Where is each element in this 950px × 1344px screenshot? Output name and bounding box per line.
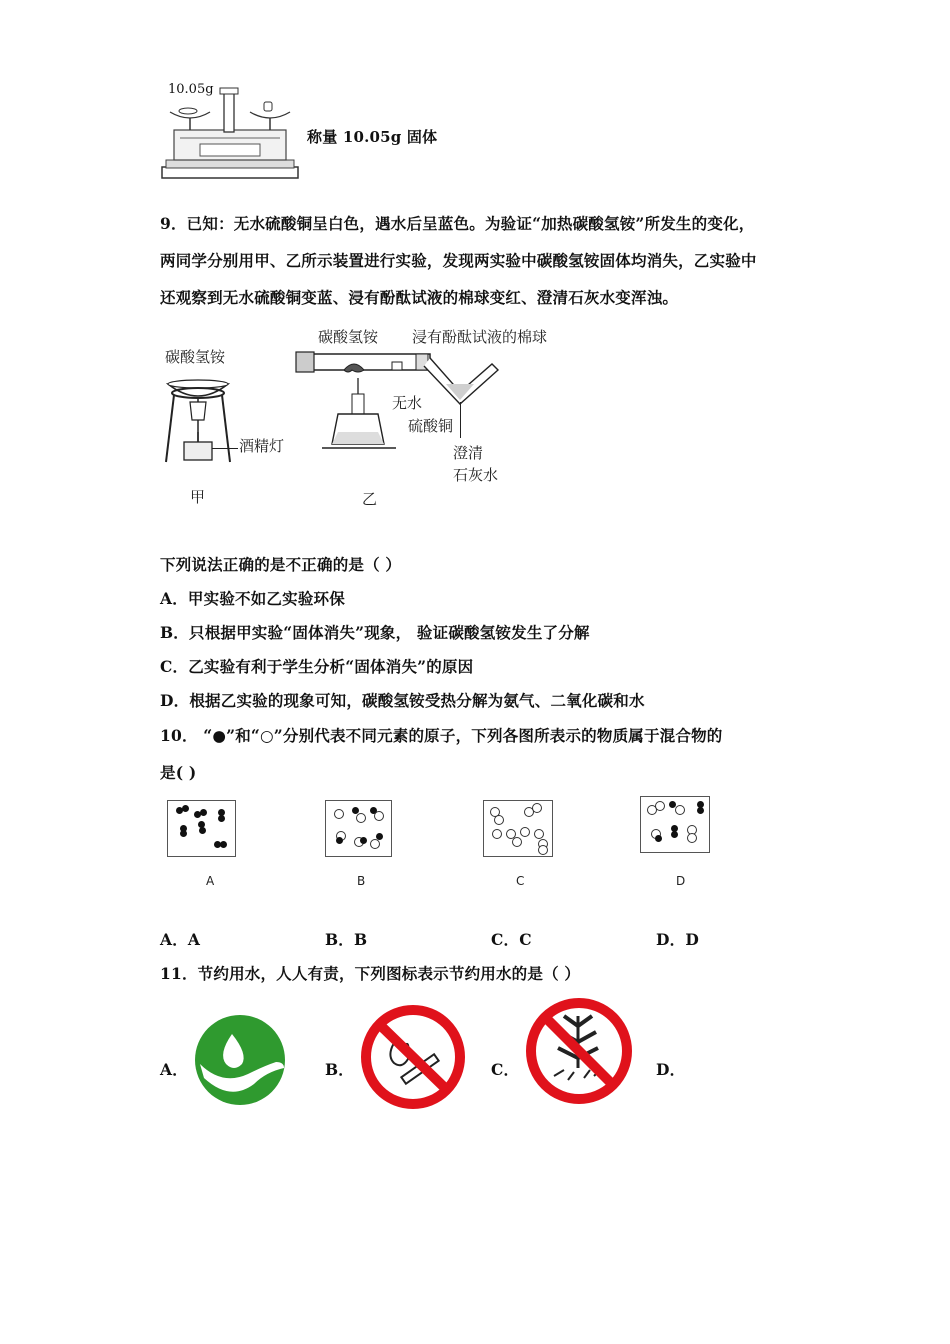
q9-line1: 9．已知：无水硫酸铜呈白色，遇水后呈蓝色。为验证“加热碳酸氢铵”所发生的变化， [160, 214, 755, 233]
q10-figure-c-box [483, 800, 553, 857]
q9-line2: 两同学分别用甲、乙所示装置进行实验，发现两实验中碳酸氢铵固体均消失，乙实验中 [160, 251, 757, 270]
balance-figure [160, 82, 300, 180]
q10-option-a[interactable]: A．A [160, 930, 201, 949]
q11-option-d[interactable]: D． [656, 1060, 686, 1079]
no-smoking-icon [358, 1003, 468, 1111]
q9-prompt: 下列说法正确的是不正确的是（ ） [160, 555, 402, 574]
q11-option-c[interactable]: C． [491, 1060, 520, 1079]
yi-name: 乙 [362, 490, 378, 508]
q9-option-b[interactable]: B．只根据甲实验“固体消失”现象， 验证碳酸氢铵发生了分解 [160, 623, 590, 642]
q10-line1: 10． “●”和“○”分别代表不同元素的原子，下列各图所表示的物质属于混合物的 [160, 726, 723, 745]
balance-reading: 10.05g [168, 82, 214, 97]
q10-figure-a-box [167, 800, 236, 857]
q10-option-b[interactable]: B．B [325, 930, 368, 949]
q9-option-d[interactable]: D．根据乙实验的现象可知，碳酸氢铵受热分解为氨气、二氧化碳和水 [160, 691, 645, 710]
yi-cuso4-label-1: 无水 [392, 394, 423, 412]
q9-option-c[interactable]: C．乙实验有利于学生分析“固体消失”的原因 [160, 657, 474, 676]
q9-line3: 还观察到无水硫酸铜变蓝、浸有酚酞试液的棉球变红、澄清石灰水变浑浊。 [160, 288, 679, 307]
q10-figure-c-label: C [516, 874, 525, 888]
q11-option-a[interactable]: A． [160, 1060, 188, 1079]
jia-substance-label: 碳酸氢铵 [165, 348, 226, 366]
yi-lime-label-1: 澄清 [453, 444, 484, 462]
q10-figure-b-label: B [357, 874, 366, 888]
yi-cotton-label: 浸有酚酞试液的棉球 [412, 328, 548, 346]
q10-figure-d-label: D [676, 874, 686, 888]
q10-figure-b-box [325, 800, 392, 857]
water-saving-icon [192, 1014, 288, 1106]
yi-lime-label-2: 石灰水 [453, 466, 499, 484]
q10-figure-d-box [640, 796, 710, 853]
yi-lime-pointer [460, 402, 461, 438]
jia-lamp-label: 酒精灯 [239, 437, 285, 455]
q10-option-d[interactable]: D．D [656, 930, 699, 949]
q10-figure-a-label: A [206, 874, 215, 888]
q10-option-c[interactable]: C．C [491, 930, 532, 949]
q10-line2: 是( ) [160, 763, 197, 782]
balance-caption: 称量 10.05g 固体 [307, 128, 438, 146]
jia-lamp-pointer [212, 448, 238, 449]
jia-apparatus-icon [160, 362, 235, 472]
yi-substance-label: 碳酸氢铵 [318, 328, 379, 346]
q11-option-b[interactable]: B． [325, 1060, 355, 1079]
jia-name: 甲 [190, 488, 206, 506]
q9-option-a[interactable]: A．甲实验不如乙实验环保 [160, 589, 345, 608]
q11-stem: 11．节约用水，人人有责，下列图标表示节约用水的是（ ） [160, 964, 581, 983]
no-logging-icon [524, 996, 634, 1106]
q9-apparatus-figure [160, 322, 580, 512]
yi-cuso4-label-2: 硫酸铜 [408, 417, 454, 435]
